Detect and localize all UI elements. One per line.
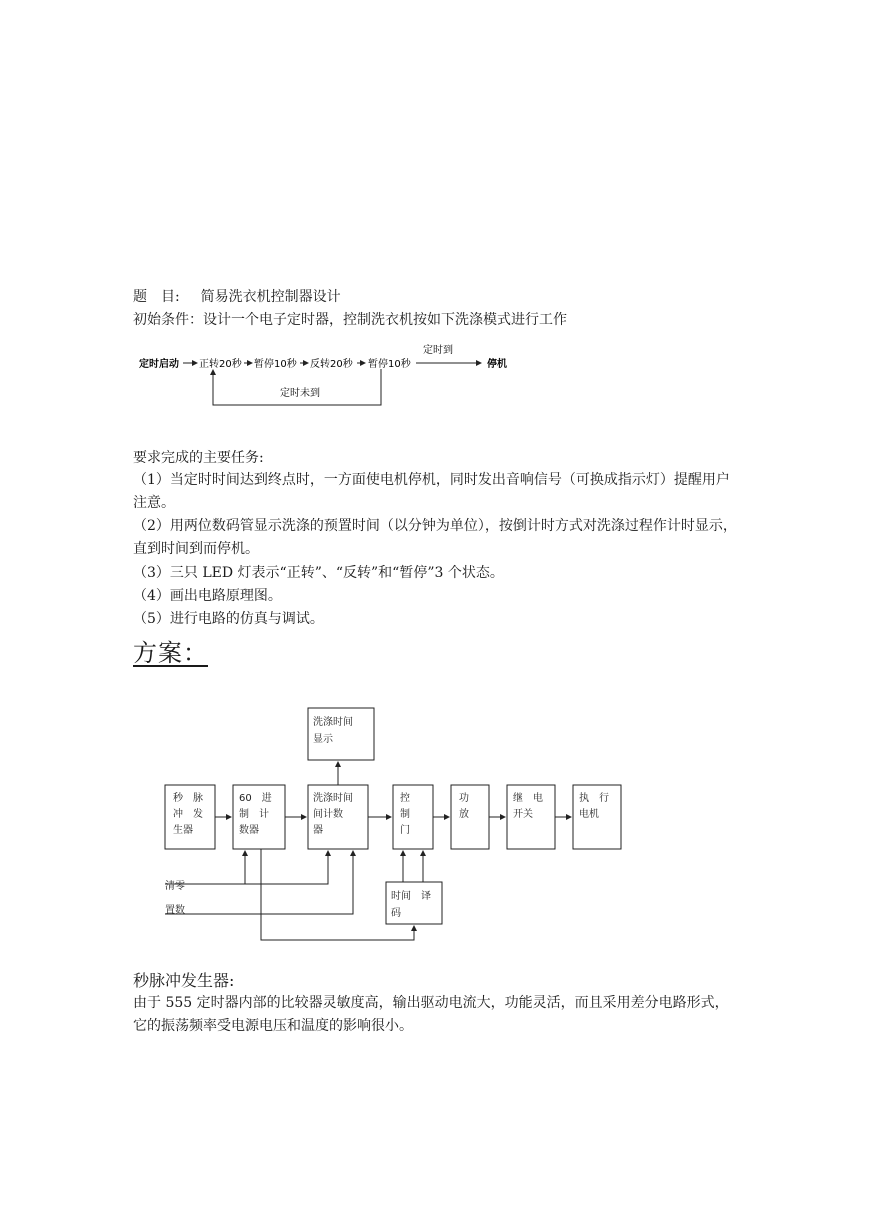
initial-conditions: 初始条件：设计一个电子定时器，控制洗衣机按如下洗涤模式进行工作 (133, 312, 567, 328)
pulse-heading: 秒脉冲发生器: (133, 971, 235, 990)
decoder-label-1: 时间 译 (391, 891, 431, 902)
title-value: 简易洗衣机控制器设计 (200, 289, 341, 305)
clear-line (165, 851, 328, 884)
title-line (133, 287, 341, 307)
display-label-1: 洗涤时间 (313, 717, 353, 728)
task-4: （4）画出电路原理图。 (133, 588, 282, 604)
pulse-label-1: 秒 脉 (173, 793, 203, 804)
pulse-label-2: 冲 发 (173, 809, 203, 820)
motor-label-1: 执 行 (579, 793, 609, 804)
flow-step1: 正转20秒 (199, 359, 242, 370)
relay-label-2: 开关 (513, 809, 533, 820)
flow-timer-not-reached: 定时未到 (280, 388, 320, 399)
scheme-heading (133, 638, 232, 668)
task-3: （3）三只 LED 灯表示“正转”、“反转”和“暂停”3 个状态。 (133, 565, 504, 581)
counter60-label-3: 数器 (239, 825, 259, 836)
relay-label-1: 继 电 (513, 793, 543, 804)
counter60-label-2: 制 计 (239, 809, 269, 820)
task-5: （5）进行电路的仿真与调试。 (133, 611, 324, 627)
task-2: （2）用两位数码管显示洗涤的预置时间（以分钟为单位），按倒计时方式对洗涤过程作计时显示，直到时间到而停机。 (133, 518, 737, 557)
amp-label-2: 放 (459, 809, 469, 820)
task-1: （1）当定时时间达到终点时，一方面使电机停机，同时发出音响信号（可换成指示灯）提醒用户注意。 (133, 472, 730, 511)
control-gate-box (393, 785, 433, 849)
gate-label-3: 门 (400, 825, 410, 836)
flow-timer-reached: 定时到 (423, 345, 453, 356)
wash-label-1: 洗涤时间 (313, 793, 353, 804)
flow-step2: 暂停10秒 (254, 359, 297, 370)
tasks-heading: 要求完成的主要任务: (133, 450, 264, 466)
flow-loop (213, 369, 381, 405)
flow-start: 定时启动 (139, 359, 179, 370)
pulse-text: 由于 555 定时器内部的比较器灵敏度高，输出驱动电流大，功能灵活，而且采用差分电路形式，它的振荡频率受电源电压和温度的影响很小。 (133, 995, 729, 1034)
title-label: 题 目: (133, 289, 180, 305)
block-diagram (133, 698, 633, 948)
scheme-heading-text: 方案： (133, 639, 208, 667)
preset-label: 置数 (165, 905, 185, 916)
flow-step3: 反转20秒 (310, 359, 353, 370)
gate-label-1: 控 (400, 793, 410, 804)
amplifier-box (451, 785, 489, 849)
flow-stop: 停机 (487, 359, 507, 370)
motor-label-2: 电机 (579, 809, 599, 820)
wash-label-2: 间计数 (313, 809, 343, 820)
counter60-label-1: 60 进 (239, 793, 272, 804)
decoder-label-2: 码 (391, 908, 401, 919)
preset-line (165, 851, 353, 914)
pulse-label-3: 生器 (173, 825, 193, 836)
wash-label-3: 器 (313, 825, 323, 836)
clear-label: 清零 (165, 881, 185, 892)
gate-label-2: 制 (400, 809, 410, 820)
display-label-2: 显示 (313, 734, 333, 745)
flow-step4: 暂停10秒 (368, 359, 411, 370)
amp-label-1: 功 (459, 793, 469, 804)
wash-flow-diagram (133, 343, 533, 411)
